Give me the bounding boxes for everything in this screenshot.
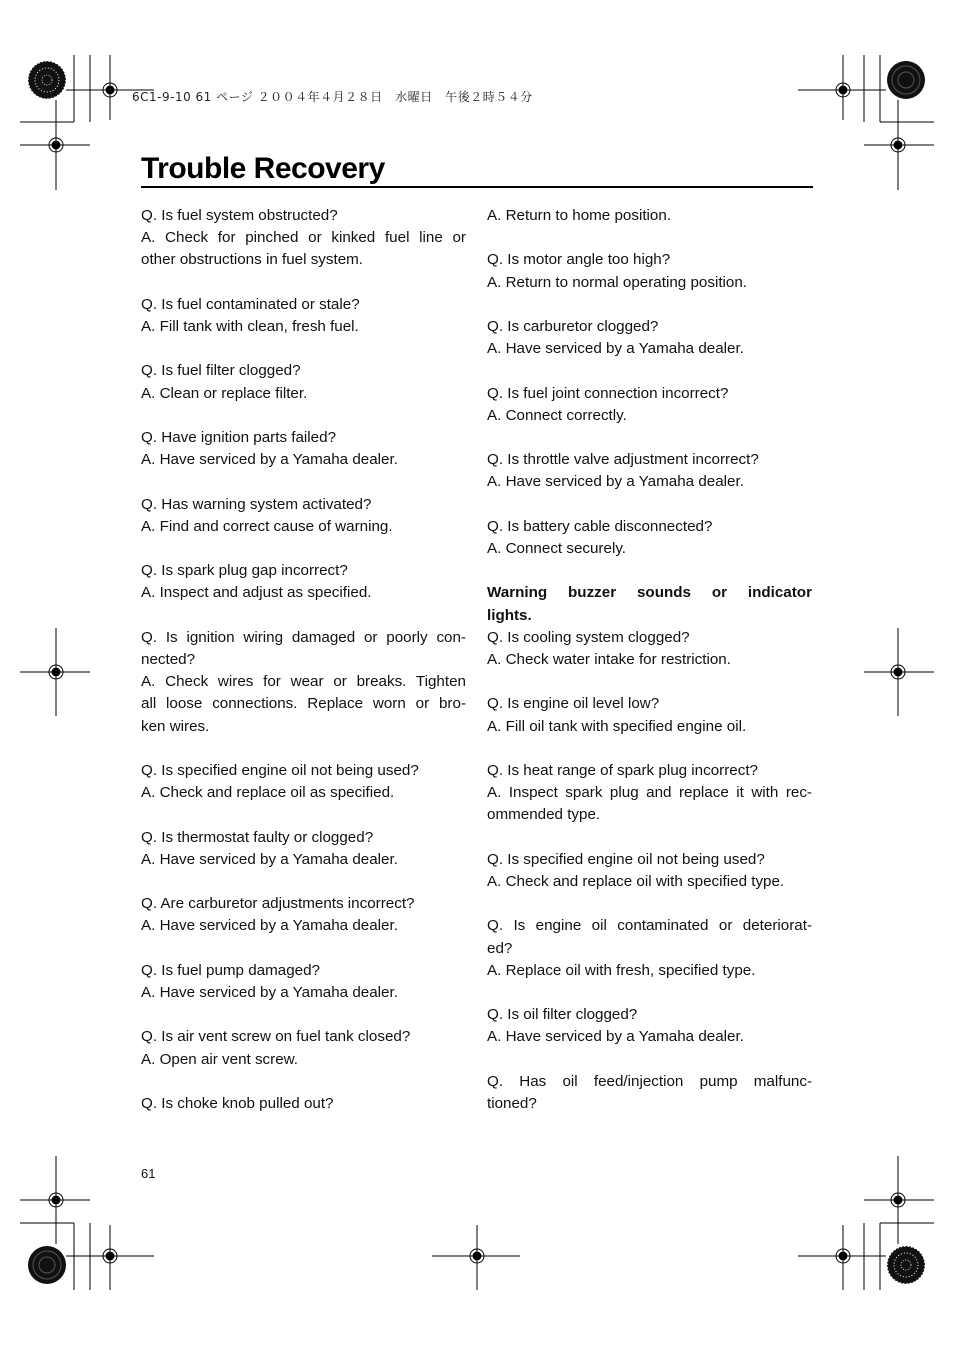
question-text: Q. Is ignition wiring damaged or poorly con- [141,628,466,646]
section-heading: Warning buzzer sounds or indicator [487,584,812,602]
page-title: Trouble Recovery [141,152,385,185]
right-column [487,205,812,1115]
answer-text: A. Have serviced by a Yamaha dealer. [487,340,744,358]
answer-text-cont: ommended type. [487,806,601,824]
answer-text: A. Have serviced by a Yamaha dealer. [141,850,398,868]
question-text: Q. Has oil feed/injection pump malfunc- [487,1072,812,1090]
question-text: Q. Is specified engine oil not being used? [487,850,765,868]
qa-entry [141,560,466,604]
answer-text: A. Open air vent screw. [141,1050,299,1068]
answer-text: A. Inspect and adjust as specified. [141,584,372,602]
question-text: Q. Has warning system activated? [141,495,372,513]
question-text: Q. Is battery cable disconnected? [487,517,713,535]
answer-text: A. Have serviced by a Yamaha dealer. [141,451,398,469]
qa-entry [487,205,812,227]
qa-entry [487,915,812,982]
starburst-mark-bottom-left [28,1246,66,1284]
qa-entry [141,205,466,272]
qa-entry [487,516,812,560]
qa-entry [141,294,466,338]
answer-text: A. Have serviced by a Yamaha dealer. [141,983,398,1001]
answer-text-cont: all loose connections. Replace worn or bro- [141,695,466,713]
qa-entry [141,494,466,538]
qa-entry [487,760,812,827]
qa-entry [487,316,812,360]
qa-entry [487,1071,812,1115]
question-text: Q. Is thermostat faulty or clogged? [141,828,374,846]
answer-text: A. Find and correct cause of warning. [141,517,393,535]
answer-text: A. Clean or replace filter. [141,384,308,402]
qa-entry [487,449,812,493]
question-text: Q. Is fuel system obstructed? [141,207,338,224]
answer-text: A. Check wires for wear or breaks. Tighten [141,673,466,691]
answer-text: A. Check and replace oil as specified. [141,784,395,802]
question-text: Q. Is engine oil level low? [487,695,660,713]
qa-entry [141,827,466,871]
qa-entry [141,627,466,738]
answer-text: A. Have serviced by a Yamaha dealer. [141,917,398,935]
question-text: Q. Is spark plug gap incorrect? [141,562,348,580]
question-text-cont: nected? [141,650,196,668]
qa-entry [487,383,812,427]
answer-text-cont: ken wires. [141,717,210,735]
answer-text: A. Replace oil with fresh, specified type. [487,961,756,979]
question-text: Q. Is fuel joint connection incorrect? [487,384,729,402]
answer-text: A. Return to home position. [487,207,672,224]
answer-text: A. Fill tank with clean, fresh fuel. [141,318,359,335]
question-text: Q. Is fuel pump damaged? [141,961,320,979]
print-job-header: 6C1-9-10 61 ページ ２００４年４月２８日 水曜日 午後２時５４分 [132,90,533,104]
question-text: Q. Is engine oil contaminated or deteriorat- [487,917,812,935]
question-text: Q. Is air vent screw on fuel tank closed? [141,1028,411,1046]
answer-text: A. Check for pinched or kinked fuel line or [141,229,466,247]
question-text: Q. Is throttle valve adjustment incorrect? [487,451,759,469]
question-text-cont: tioned? [487,1094,537,1112]
question-text: Q. Have ignition parts failed? [141,428,337,446]
answer-text: A. Have serviced by a Yamaha dealer. [487,473,744,491]
qa-entry [141,360,466,404]
qa-entry [141,760,466,804]
qa-entry [487,849,812,893]
answer-text: A. Check and replace oil with specified type. [487,872,785,890]
title-underline [141,186,813,188]
section-heading-cont: lights. [487,606,532,624]
qa-entry [487,249,812,293]
question-text: Q. Is choke knob pulled out? [141,1094,334,1112]
qa-entry [487,627,812,671]
answer-text: A. Check water intake for restriction. [487,650,731,668]
question-text: Q. Is fuel contaminated or stale? [141,295,360,313]
question-text: Q. Is motor angle too high? [487,251,671,269]
question-text: Q. Is oil filter clogged? [487,1006,638,1024]
answer-text: A. Connect securely. [487,539,627,557]
qa-entry [141,427,466,471]
question-text-cont: ed? [487,939,513,957]
answer-text: A. Inspect spark plug and replace it with rec- [487,784,812,802]
qa-entry [141,960,466,1004]
qa-entry [487,693,812,737]
answer-text: A. Fill oil tank with specified engine oil. [487,717,747,735]
starburst-mark-top-right [887,61,925,99]
qa-entry [487,1004,812,1048]
question-text: Q. Is carburetor clogged? [487,317,659,335]
question-text: Q. Are carburetor adjustments incorrect? [141,895,415,913]
question-text: Q. Is cooling system clogged? [487,628,690,646]
warning-section [487,582,812,1115]
starburst-mark-bottom-right [887,1246,925,1284]
question-text: Q. Is fuel filter clogged? [141,362,301,380]
qa-entry [141,893,466,937]
answer-text-cont: other obstructions in fuel system. [141,251,364,269]
answer-text: A. Connect correctly. [487,406,627,424]
question-text: Q. Is heat range of spark plug incorrect? [487,761,758,779]
starburst-mark-top-left [28,61,66,99]
qa-entry [141,1093,466,1115]
answer-text: A. Return to normal operating position. [487,273,748,291]
question-text: Q. Is specified engine oil not being used? [141,761,419,779]
answer-text: A. Have serviced by a Yamaha dealer. [487,1028,744,1046]
page-number: 61 [141,1166,156,1181]
left-column [141,205,466,1115]
qa-entry [141,1026,466,1070]
